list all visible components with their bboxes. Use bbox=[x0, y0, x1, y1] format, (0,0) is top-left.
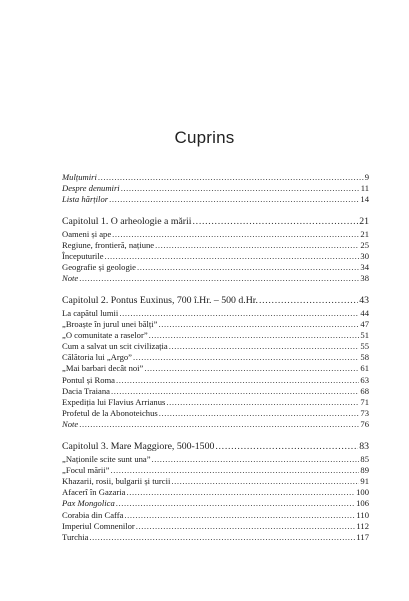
dot-leader bbox=[193, 215, 359, 229]
toc-section-entry bbox=[62, 419, 369, 430]
toc-section-entry bbox=[62, 308, 369, 319]
toc-page-number: 83 bbox=[359, 440, 369, 452]
toc-section-entry bbox=[62, 386, 369, 397]
toc-entry-title: Călătoria lui „Argo” bbox=[62, 352, 133, 363]
toc-section-entry bbox=[62, 363, 369, 374]
toc-section-entry bbox=[62, 352, 369, 363]
toc-page-number: 9 bbox=[364, 172, 369, 182]
dot-leader bbox=[149, 330, 360, 341]
dot-leader bbox=[155, 240, 359, 251]
toc-chapter-heading bbox=[62, 294, 369, 308]
toc-entry-title: Lista hărților bbox=[62, 194, 109, 205]
toc-page-number: 85 bbox=[360, 453, 369, 464]
toc-page-number: 89 bbox=[360, 464, 369, 475]
toc-front-matter-entry bbox=[62, 183, 369, 194]
toc-page-number: 106 bbox=[356, 498, 369, 509]
toc-section-entry bbox=[62, 375, 369, 386]
dot-leader bbox=[133, 352, 359, 363]
toc-section-entry bbox=[62, 408, 369, 419]
dot-leader bbox=[159, 408, 360, 419]
toc-section-entry bbox=[62, 262, 369, 273]
toc-section-entry bbox=[62, 510, 369, 521]
toc-chapter-heading bbox=[62, 215, 369, 229]
dot-leader bbox=[98, 172, 364, 183]
toc-section-entry bbox=[62, 251, 369, 262]
dot-leader bbox=[259, 294, 358, 308]
toc-entry-title: Afacerî în Gazaria bbox=[62, 487, 126, 498]
toc-entry-title: Capitolul 2. Pontus Euxinus, 700 î.Hr. – 500 d.Hr. bbox=[62, 294, 258, 306]
dot-leader bbox=[79, 419, 359, 430]
toc-page-number: 44 bbox=[360, 307, 369, 318]
dot-leader bbox=[171, 476, 359, 487]
dot-leader bbox=[144, 363, 359, 374]
dot-leader bbox=[121, 183, 360, 194]
toc-page-number: 112 bbox=[356, 520, 369, 531]
dot-leader bbox=[119, 308, 359, 319]
toc-entry-title: „Naționile scite sunt una” bbox=[62, 453, 151, 464]
toc-section-entry bbox=[62, 341, 369, 352]
toc-entry-title: Note bbox=[62, 273, 79, 284]
toc-page-number: 21 bbox=[359, 215, 369, 227]
dot-leader bbox=[109, 194, 359, 205]
dot-leader bbox=[116, 498, 355, 509]
toc-section-entry bbox=[62, 397, 369, 408]
dot-leader bbox=[126, 487, 355, 498]
toc-entry-title: Corabia din Caffa bbox=[62, 509, 124, 520]
toc-section-entry bbox=[62, 487, 369, 498]
toc-entry-title: Capitolul 1. O arheologie a mării bbox=[62, 215, 192, 227]
toc-section-entry bbox=[62, 273, 369, 284]
toc-entry-title: Note bbox=[62, 419, 79, 430]
toc-page-number: 68 bbox=[360, 385, 369, 396]
toc-page-number: 100 bbox=[356, 487, 369, 498]
toc-entry-title: Oameni și ape bbox=[62, 228, 112, 239]
toc-entry-title: Capitolul 3. Mare Maggiore, 500-1500 bbox=[62, 440, 215, 452]
dot-leader bbox=[215, 440, 358, 454]
toc-page-number: 38 bbox=[360, 273, 369, 284]
toc-page-number: 71 bbox=[360, 397, 369, 407]
toc-entry-title: Mulțumiri bbox=[62, 172, 97, 182]
toc-front-matter-entry bbox=[62, 172, 369, 183]
toc-section-entry bbox=[62, 498, 369, 509]
dot-leader bbox=[79, 273, 359, 284]
toc-entry-title: „Broaște în jurul unei bălți” bbox=[62, 318, 158, 329]
dot-leader bbox=[158, 319, 359, 330]
toc-page-number: 14 bbox=[360, 194, 369, 205]
toc-page-number: 117 bbox=[356, 531, 369, 542]
toc-section-entry bbox=[62, 229, 369, 240]
toc-page-number: 73 bbox=[360, 408, 369, 419]
dot-leader bbox=[112, 229, 359, 240]
toc-entry-title: Imperiul Comnenilor bbox=[62, 520, 135, 531]
toc-entry-title: Profetul de la Abonoteichus bbox=[62, 408, 158, 419]
dot-leader bbox=[111, 465, 360, 476]
toc-page-number: 110 bbox=[356, 509, 369, 520]
toc-entry-title: „Mai barbari decât noi” bbox=[62, 363, 144, 374]
toc-page-number: 34 bbox=[360, 262, 369, 273]
toc-entry-title: Khazarii, rosii, bulgarii și turcii bbox=[62, 475, 171, 486]
toc-entry-title: „Focul mării” bbox=[62, 464, 110, 475]
toc-page-number: 55 bbox=[360, 341, 369, 352]
dot-leader bbox=[152, 454, 360, 465]
toc-entry-title: Cum a salvat un scit civilizația bbox=[62, 341, 168, 352]
table-of-contents bbox=[62, 172, 369, 543]
toc-section-entry bbox=[62, 521, 369, 532]
toc-entry-title: Dacia Traiana bbox=[62, 385, 110, 396]
toc-page-number: 58 bbox=[360, 352, 369, 363]
toc-entry-title: Pontul și Roma bbox=[62, 374, 116, 385]
toc-page-number: 21 bbox=[360, 228, 369, 239]
dot-leader bbox=[105, 251, 360, 262]
toc-section-entry bbox=[62, 465, 369, 476]
toc-entry-title: Pax Mongolica bbox=[62, 498, 115, 509]
toc-section-entry bbox=[62, 532, 369, 543]
toc-entry-title: Expediția lui Flavius Arrianus bbox=[62, 397, 166, 407]
page-title: Cuprins bbox=[174, 128, 235, 147]
toc-entry-title: Începuturile bbox=[62, 250, 104, 261]
toc-entry-title: Despre denumiri bbox=[62, 183, 120, 194]
toc-page-number: 11 bbox=[360, 183, 369, 194]
toc-page-number: 63 bbox=[360, 374, 369, 385]
toc-page-number: 30 bbox=[360, 250, 369, 261]
dot-leader bbox=[136, 521, 356, 532]
dot-leader bbox=[166, 397, 359, 408]
toc-page-number: 43 bbox=[359, 294, 369, 306]
toc-section-entry bbox=[62, 330, 369, 341]
toc-entry-title: Geografie și geologie bbox=[62, 262, 136, 273]
dot-leader bbox=[111, 386, 359, 397]
toc-chapter-heading bbox=[62, 440, 369, 454]
toc-page-number: 91 bbox=[360, 475, 369, 486]
toc-front-matter-entry bbox=[62, 194, 369, 205]
toc-section-entry bbox=[62, 476, 369, 487]
dot-leader bbox=[124, 510, 355, 521]
toc-page-number: 47 bbox=[360, 318, 369, 329]
dot-leader bbox=[89, 532, 355, 543]
toc-page-number: 25 bbox=[360, 239, 369, 250]
toc-entry-title: Regiune, frontieră, națiune bbox=[62, 239, 155, 250]
toc-entry-title: „O comunitate a raselor” bbox=[62, 329, 148, 340]
dot-leader bbox=[169, 341, 360, 352]
dot-leader bbox=[137, 262, 359, 273]
toc-page-number: 61 bbox=[360, 363, 369, 374]
toc-section-entry bbox=[62, 319, 369, 330]
toc-entry-title: La capătul lumii bbox=[62, 307, 119, 318]
toc-section-entry bbox=[62, 454, 369, 465]
toc-section-entry bbox=[62, 240, 369, 251]
toc-entry-title: Turchia bbox=[62, 531, 89, 542]
toc-page-number: 76 bbox=[360, 419, 369, 430]
toc-page-number: 51 bbox=[360, 329, 369, 340]
dot-leader bbox=[116, 375, 359, 386]
